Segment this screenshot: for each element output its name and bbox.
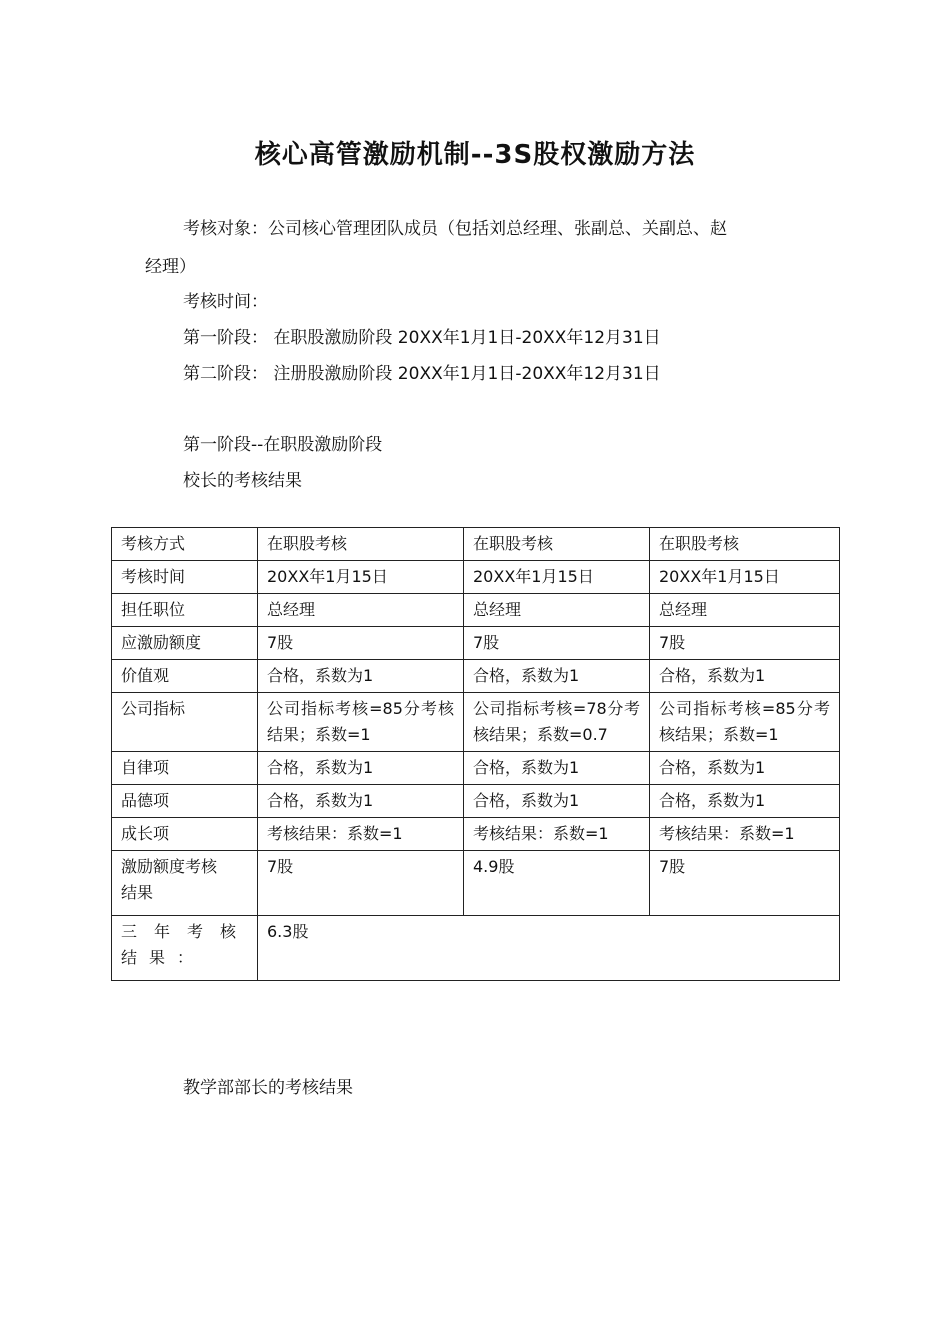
table-cell: 7股 [258,851,464,916]
table-cell: 合格，系数为1 [258,785,464,818]
table-cell: 合格，系数为1 [258,752,464,785]
total-label: 三年考核结果： [112,916,258,981]
table-cell: 考核结果：系数=1 [464,818,650,851]
table-row [112,818,840,851]
table-cell: 20XX年1月15日 [650,561,840,594]
phase-two-line: 第二阶段： 注册股激励阶段 20XX年1月1日-20XX年12月31日 [183,364,661,384]
table-row [112,785,840,818]
table-cell: 合格，系数为1 [650,785,840,818]
table-row [112,528,840,561]
table-cell: 在职股考核 [258,528,464,561]
row-label: 品德项 [112,785,258,818]
row-label: 担任职位 [112,594,258,627]
table-cell: 公司指标考核=85分考核结果；系数=1 [258,693,464,752]
table-cell: 总经理 [258,594,464,627]
assessment-target-line-1: 考核对象：公司核心管理团队成员（包括刘总经理、张副总、关副总、赵 [183,219,727,239]
phase-one-line: 第一阶段： 在职股激励阶段 20XX年1月1日-20XX年12月31日 [183,328,661,348]
table-cell: 合格，系数为1 [464,660,650,693]
table-row [112,627,840,660]
table-cell: 考核结果：系数=1 [650,818,840,851]
section-heading: 第一阶段--在职股激励阶段 [183,435,383,455]
table-row [112,594,840,627]
assessment-table [111,527,840,981]
table-row [112,851,840,916]
row-label: 考核方式 [112,528,258,561]
row-label: 自律项 [112,752,258,785]
table-cell: 合格，系数为1 [650,660,840,693]
table-cell: 总经理 [650,594,840,627]
row-label: 成长项 [112,818,258,851]
table-cell: 合格，系数为1 [650,752,840,785]
table-cell: 7股 [650,851,840,916]
table-cell: 在职股考核 [650,528,840,561]
table-row [112,660,840,693]
table-cell: 20XX年1月15日 [464,561,650,594]
row-label: 公司指标 [112,693,258,752]
assessment-target-line-2: 经理） [145,257,196,277]
table-cell: 公司指标考核=85分考核结果；系数=1 [650,693,840,752]
table-cell: 20XX年1月15日 [258,561,464,594]
table-row [112,752,840,785]
table-cell: 公司指标考核=78分考核结果；系数=0.7 [464,693,650,752]
total-value: 6.3股 [258,916,840,981]
table-cell: 合格，系数为1 [258,660,464,693]
table-cell: 7股 [258,627,464,660]
table-row [112,561,840,594]
assessment-time-label: 考核时间： [183,292,268,312]
row-label: 价值观 [112,660,258,693]
teaching-dept-results-heading: 教学部部长的考核结果 [183,1078,353,1098]
table-row [112,693,840,752]
table-cell: 7股 [464,627,650,660]
table-cell: 在职股考核 [464,528,650,561]
table-cell: 7股 [650,627,840,660]
table-cell: 4.9股 [464,851,650,916]
row-label: 激励额度考核结果 [112,851,258,916]
principal-results-heading: 校长的考核结果 [183,471,302,491]
table-cell: 合格，系数为1 [464,752,650,785]
table-total-row [112,916,840,981]
table-cell: 总经理 [464,594,650,627]
table-cell: 考核结果：系数=1 [258,818,464,851]
row-label: 考核时间 [112,561,258,594]
page-title: 核心高管激励机制--3S股权激励方法 [254,140,696,170]
table-cell: 合格，系数为1 [464,785,650,818]
row-label: 应激励额度 [112,627,258,660]
